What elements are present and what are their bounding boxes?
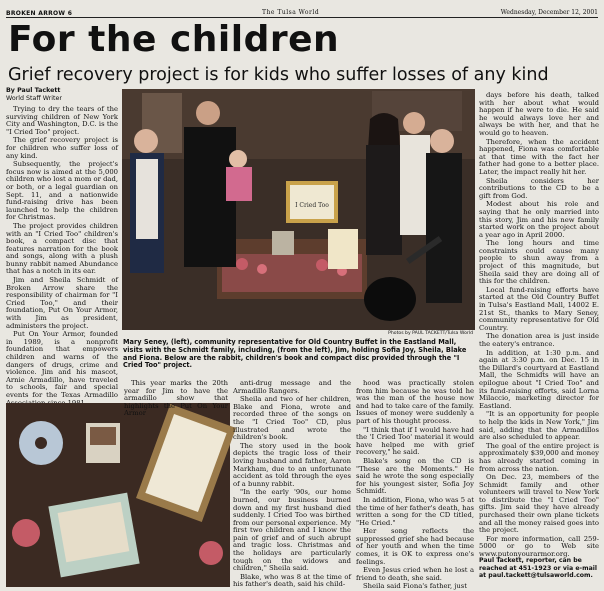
book-cd-rabbit-illustration [6,403,230,587]
photo-sign-text: I Cried Too [295,202,329,209]
paragraph: In addition, Fiona, who was 5 at the time of her father's death, has written a song for the CD titled, "He Cried." [356,495,474,527]
paragraph: "I think that if I would have had the 'I Cried Too' material it would have helped me with grief recovery," he said. [356,425,474,457]
paragraph: Sheila and two of her children, Blake and Fiona, wrote and recorded three of the songs on the "I Cried Too" CD, plus illustrated and wrote the children's book. [233,395,351,442]
paragraph: Subsequently, the project's focus now is aimed at the 5,000 children who lost a mom or dad, or both, or a legal guardian on Sept. 11, and a nationwide fund-raising drive has been launched to help the children for Christmas. [6,160,118,222]
paragraph: The project provides children with an "I Cried Too" children's book, a compact disc that features narration for the book and songs, along with a plush bunny rabbit named Abundance that has a notch in its ear. [6,221,118,276]
paragraph: Blake's song on the CD is "These are the Moments." He said he wrote the song especially for his youngest sister, Sofia Joy Schmidt. [356,456,474,496]
paragraph: The grief recovery project is for children who suffer loss of any kind. [6,136,118,160]
headline: For the children [8,19,340,60]
paragraph: Trying to dry the tears of the surviving children of New York City and Washington, D.C. is the "I Cried Too" project. [6,105,118,136]
family-photo-illustration [122,89,475,330]
paragraph: Therefore, when the accident happened, Fiona was comfortable at that time with the fact her father had gone to a better place. Later, the impact really hit her. [479,137,599,176]
paragraph: The donation area is just inside the eatery's entrance. [479,332,599,348]
masthead-rule [6,17,598,18]
paragraph: Blake, who was 8 at the time of his father's death, said his child- [233,572,351,589]
photo-credit: Photos by PAUL TACKETT/Tulsa World [388,331,473,336]
article-column-4 [356,379,474,591]
publication-date: Wednesday, December 12, 2001 [500,9,598,16]
paragraph: On Dec. 23, members of the Schmidt family and other volunteers will travel to New York to distribute the "I Cried Too" gifts. Jim said they have already purchased their own plane tickets and all the money raised goes into the project. [479,473,599,535]
article-column-3 [233,380,351,588]
paragraph: The goal of the entire project is approximately $39,000 and money has already started coming in from across the nation. [479,441,599,473]
article-column-2 [124,379,228,418]
paragraph: In addition, at 1:30 p.m. and again at 3:30 p.m. on Dec. 15 in the Dillard's courtyard at Eastland Mall, the Schmidts will have an epilogue about "I Cried Too" and its fund-raising efforts, said Lorna Milaccio, marketing director for Eastland. [479,348,599,410]
reporter-signature: Paul Tackett, reporter, can be reached at 451-1923 or via e-mail at paul.tackett@tulsaworld.com. [479,557,597,580]
paragraph: Sheila considers her contributions to the CD to be a gift from God. [479,176,599,200]
paragraph: For more information, call 259-5000 or go to Web site www.putonyourarmor.org. [479,534,599,559]
paragraph: This year marks the 20th year for Jim to have the armadillo show that highlights the Put On Your Armor [124,379,228,418]
paragraph: Jim and Sheila Schmidt of Broken Arrow share the responsibility of chairman for "I Cried Too," and their foundation, Put On Your Armor, with Jim as president, administers the project. [6,276,118,330]
byline-name: By Paul Tackett [6,87,61,94]
paragraph: Put On Your Armor, founded in 1989, is a nonprofit foundation that empowers children and warns of the dangers of drugs, crime and violence. Jim and his mascot, Arnie Armadillo, have traveled to schools, fair and special events for the Texas Armadillo [6,330,118,399]
paragraph: The story used in the book depicts the tragic loss of their loving husband and father, Aaron Markham, due to an unfortunate accident as told through the eyes of a bunny rabbit. [233,441,351,488]
byline-role: World Staff Writer [6,95,62,102]
paragraph: hood was practically stolen from him because he was told he was the man of the house now and had to take care of the family. Issues of money were suddenly a part of his thought process. [356,379,474,425]
paragraph: The long hours and time constraints could cause many people to shun away from a project of this magnitude, but Sheila said they are doing all of this for the children. [479,239,599,286]
paragraph: days before his death, talked with her about what would happen if he were to die. He said he would always love her and always be with her, and that he would go to heaven. [479,91,599,137]
deck: Grief recovery project is for kids who suffer losses of any kind [8,65,549,85]
paragraph: Modest about his role and saying that he only married into this story, Jim and his new family started work on the project about a year ago in April 2000. [479,200,599,239]
paragraph: "It is an opportunity for people to help the kids in New York," Jim said, adding that the Armadillos are also scheduled to appear. [479,410,599,442]
paragraph: Sheila said Fiona's father, just [363,582,467,591]
byline [6,87,62,103]
paragraph: Her song reflects the suppressed grief she had because of her youth and when the time comes, it is OK to express one's feelings. [356,527,474,566]
main-photo [122,89,475,330]
paragraph: anti-drug message and the Armadillo Rangers. [233,379,351,395]
paragraph: Local fund-raising efforts have started at the Old Country Buffet in Tulsa's Eastland Mall, 14002 E. 21st St., thanks to Mary Seney, community representative for Old Country. [479,285,599,332]
section-tag: BROKEN ARROW 6 [6,10,73,17]
article-column-5 [479,91,599,559]
photo-caption: Mary Seney, (left), community representative for Old Country Buffet in the Eastland Mall, visits with the Schmidt family, including, (from the left), Jim, holding Sofia Joy, Sheila, Blake and Fiona. Below are the rabbit, children's book and compact disc provided through the "I Cried Too" project. [123,338,467,370]
paragraph: "In the early '90s, our home burned, our business burned down and my first husband died suddenly. I Cried Too was birthed from our personal experience. My first two children and I know the pain of grief and of such abrupt and tragic loss. Christmas and the holidays are particularly tough on the widows and children," Sheila said. [233,488,351,573]
paragraph: Even Jesus cried when he lost a friend to death, she said. [356,566,474,582]
article-column-1 [6,106,118,398]
publication-name: The Tulsa World [262,9,320,16]
secondary-photo [6,403,230,587]
